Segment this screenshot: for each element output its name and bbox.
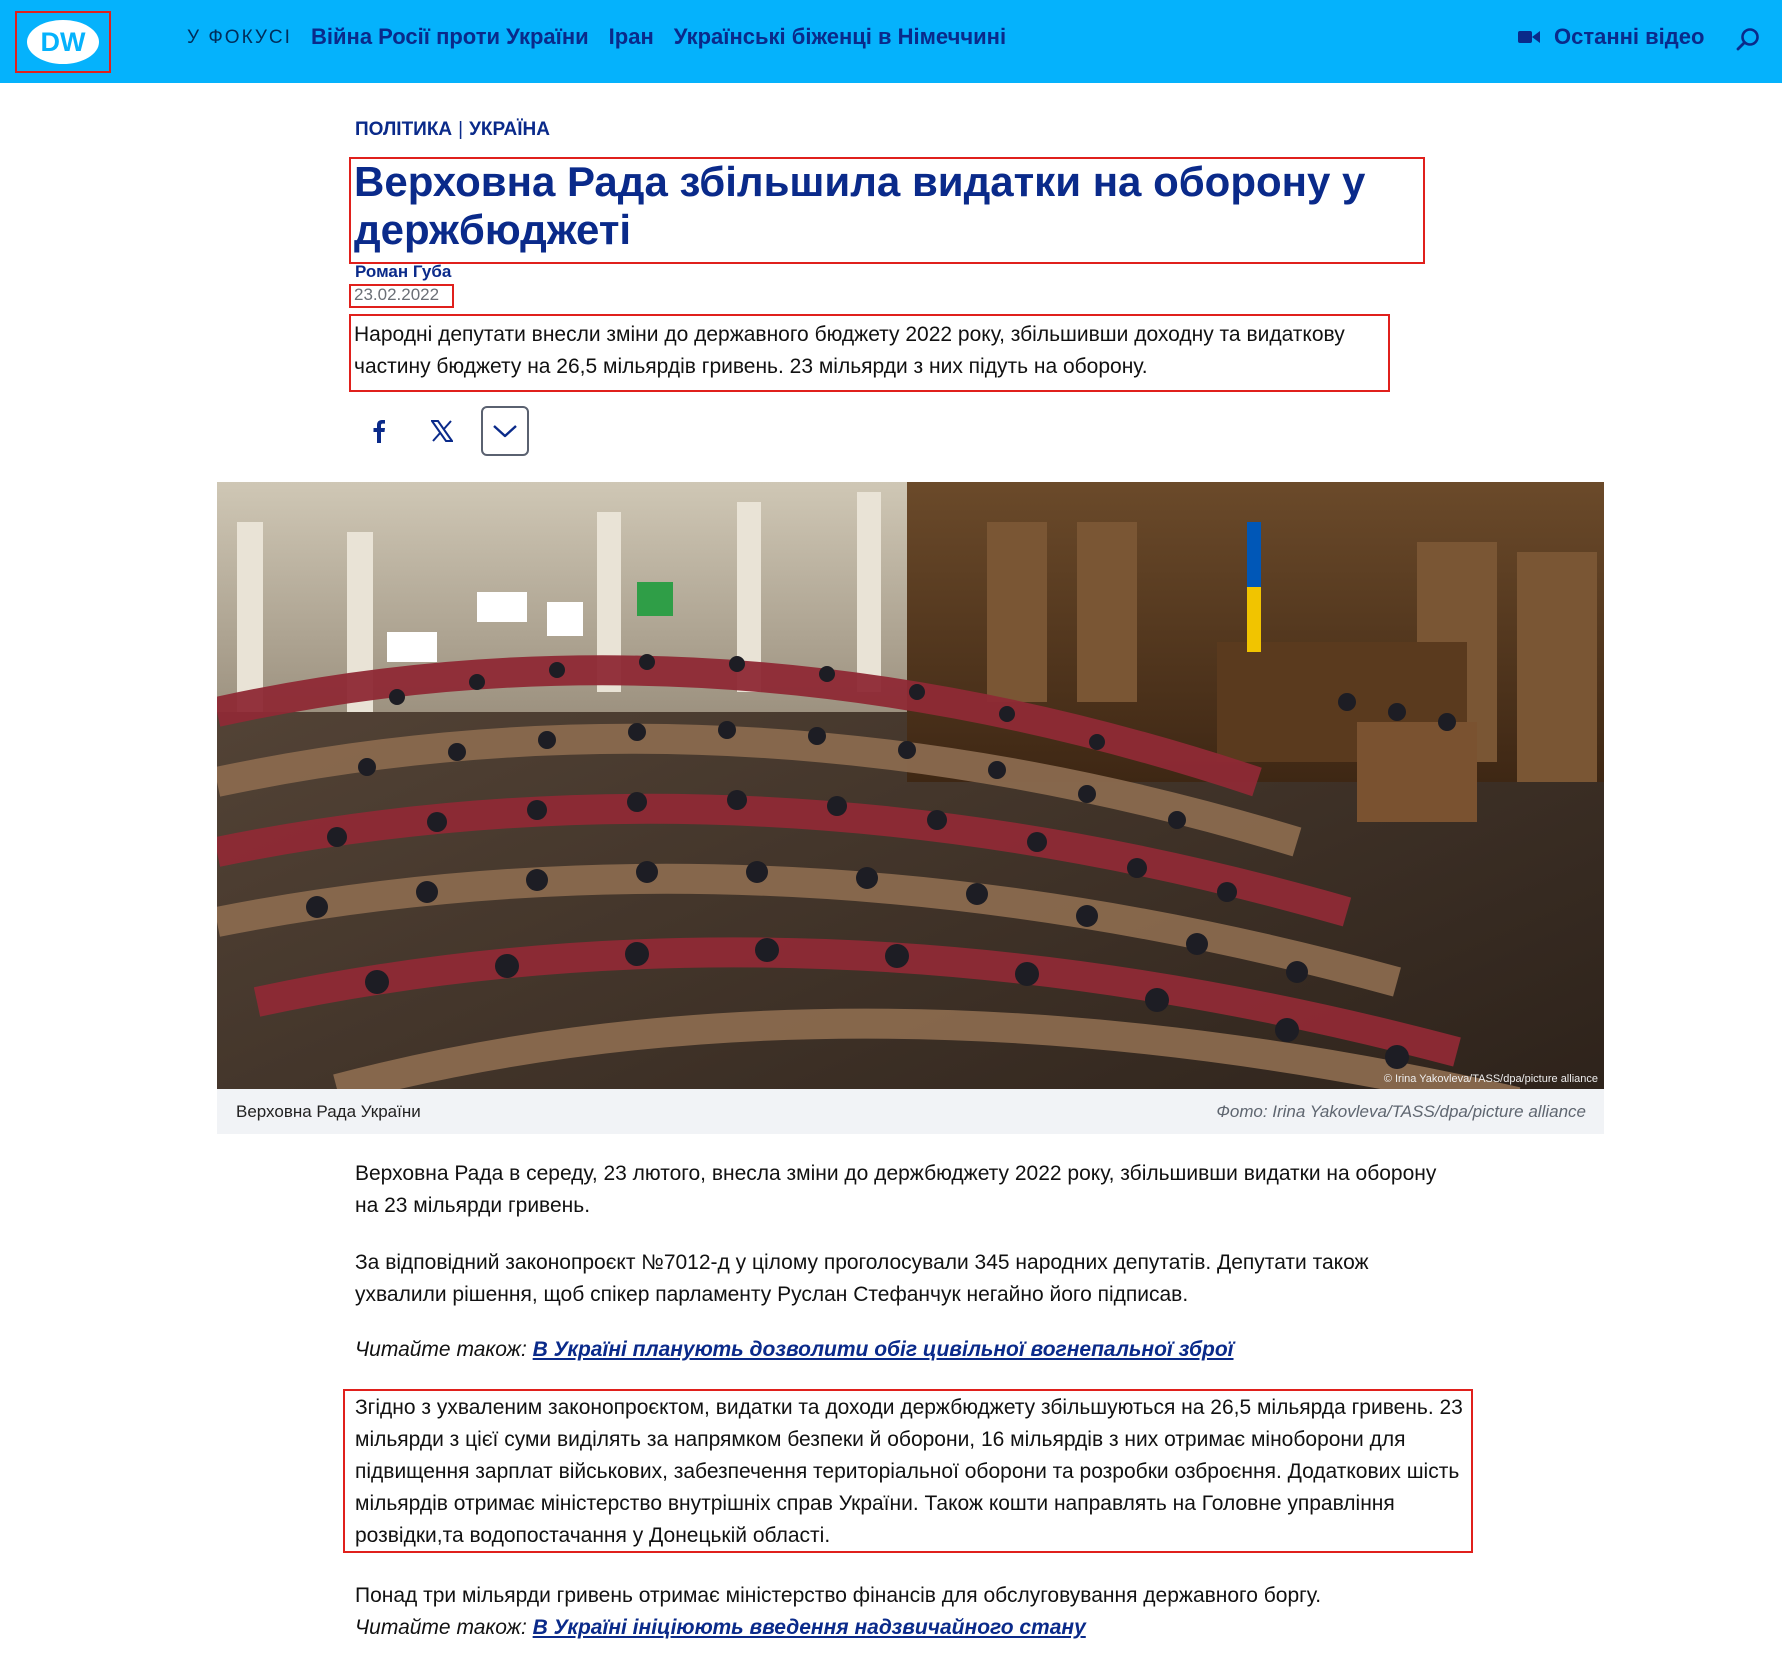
breadcrumb: ПОЛІТИКА | УКРАЇНА: [355, 119, 550, 140]
image-credit: Фото: Irina Yakovleva/TASS/dpa/picture alliance: [1216, 1102, 1586, 1121]
body-paragraph: Згідно з ухваленим законопроєктом, видатки та доходи держбюджету збільшуються на 26,5 мільярда гривень. 23 мільярди з цієї суми виділять за напрямком безпеки й оборони, 16 мільярдів з них отримає міноборони для підвищення зарплат військових, забезпечення територіальної оборони та розробки озброєння. Додаткових шість мільярдів отримає міністерство внутрішніх справ України. Також кошти направлять на Головне управління розвідки,та водопостачання у Донецькій області.: [355, 1396, 1463, 1547]
read-also-prefix: Читайте також:: [355, 1616, 527, 1639]
share-bar: [355, 406, 544, 456]
publish-date: 23.02.2022: [354, 285, 440, 304]
read-also: [355, 1612, 1455, 1644]
read-also-link[interactable]: В Україні планують дозволити обіг цивільної вогнепальної зброї: [532, 1338, 1234, 1361]
dw-logo-icon: [23, 17, 103, 67]
body-paragraph: Понад три мільярди гривень отримає міністерство фінансів для обслуговування державного боргу.: [355, 1584, 1322, 1607]
facebook-icon: [372, 419, 386, 443]
logo-text: DW: [40, 27, 86, 57]
body-paragraph: За відповідний законопроєкт №7012-д у цілому проголосували 345 народних депутатів. Депутати також ухвалили рішення, щоб спікер парламенту Руслан Стефанчук негайно його підписав.: [355, 1251, 1369, 1306]
body-paragraph: Верховна Рада в середу, 23 лютого, внесла зміни до держбюджету 2022 року, збільшивши видатки на оборону на 23 мільярди гривень.: [355, 1162, 1437, 1217]
subcategory-link[interactable]: УКРАЇНА: [469, 119, 550, 140]
share-x-button[interactable]: [418, 406, 466, 456]
nav-link-refugees[interactable]: Українські біженці в Німеччині: [673, 24, 1007, 49]
dw-logo[interactable]: [15, 11, 111, 73]
video-camera-icon: [1518, 29, 1540, 45]
focus-nav: [311, 24, 1026, 50]
share-facebook-button[interactable]: [355, 406, 403, 456]
read-also: [355, 1334, 1455, 1366]
read-also-prefix: Читайте також:: [355, 1338, 527, 1361]
top-navigation-bar: [0, 0, 1782, 83]
image-credit-overlay: © Irina Yakovleva/TASS/dpa/picture alliance: [1383, 1073, 1598, 1085]
focus-label: У ФОКУСІ: [187, 27, 292, 48]
latest-videos-link[interactable]: [1518, 24, 1704, 50]
author-link[interactable]: Роман Губа: [355, 262, 452, 281]
chevron-down-icon: [492, 424, 518, 438]
image-caption: Верховна Рада України: [236, 1102, 421, 1121]
share-more-button[interactable]: [481, 406, 529, 456]
image-caption-bar: [217, 1089, 1604, 1134]
article-lead: Народні депутати внесли зміни до державного бюджету 2022 року, збільшивши доходну та видаткову частину бюджету на 26,5 мільярдів гривень. 23 мільярди з них підуть на оборону.: [354, 323, 1345, 378]
nav-link-war[interactable]: Війна Росії проти України: [311, 24, 589, 49]
read-also-link[interactable]: В Україні ініціюють введення надзвичайного стану: [532, 1616, 1086, 1639]
article-image[interactable]: [217, 482, 1604, 1089]
nav-link-iran[interactable]: Іран: [608, 24, 654, 49]
category-link[interactable]: ПОЛІТИКА: [355, 119, 453, 140]
x-icon: [431, 420, 453, 442]
search-icon[interactable]: [1736, 26, 1762, 57]
page-title: Верховна Рада збільшила видатки на оборону у держбюджеті: [354, 158, 1366, 253]
parliament-hall-image: [217, 482, 1604, 1089]
latest-videos-label: Останні відео: [1554, 24, 1705, 49]
